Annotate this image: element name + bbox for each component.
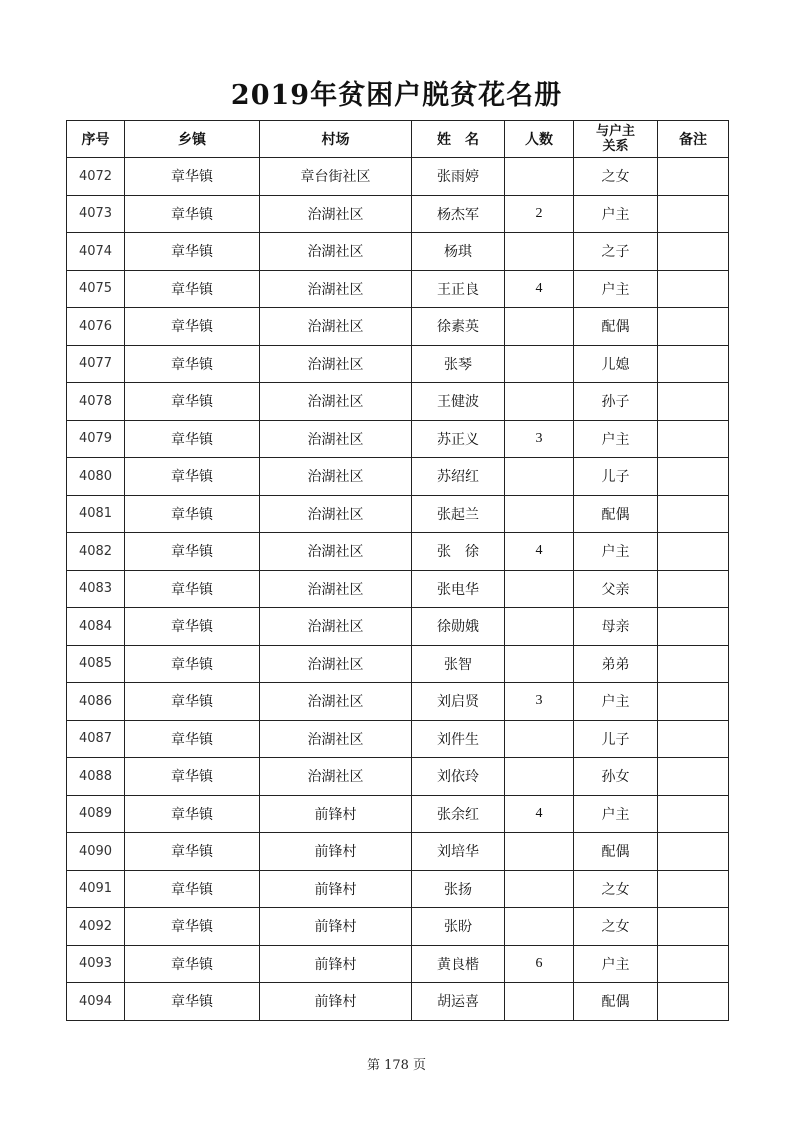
cell-village: 治湖社区: [260, 645, 412, 683]
cell-relation: 儿子: [574, 720, 658, 758]
cell-village: 治湖社区: [260, 570, 412, 608]
cell-name: 黄良楷: [412, 945, 505, 983]
cell-remark: [658, 908, 729, 946]
cell-village: 治湖社区: [260, 420, 412, 458]
table-row: [67, 308, 729, 346]
cell-index: 4089: [67, 795, 125, 833]
cell-remark: [658, 570, 729, 608]
cell-count: [505, 308, 574, 346]
cell-name: 刘件生: [412, 720, 505, 758]
cell-count: [505, 983, 574, 1021]
cell-count: 4: [505, 533, 574, 571]
header-index: 序号: [67, 121, 125, 158]
cell-count: [505, 233, 574, 271]
cell-remark: [658, 383, 729, 421]
cell-town: 章华镇: [125, 945, 260, 983]
cell-remark: [658, 158, 729, 196]
cell-remark: [658, 870, 729, 908]
cell-village: 前锋村: [260, 983, 412, 1021]
cell-index: 4073: [67, 195, 125, 233]
cell-name: 张起兰: [412, 495, 505, 533]
cell-index: 4080: [67, 458, 125, 496]
cell-count: [505, 383, 574, 421]
cell-town: 章华镇: [125, 158, 260, 196]
table-row: [67, 233, 729, 271]
cell-village: 治湖社区: [260, 345, 412, 383]
cell-town: 章华镇: [125, 720, 260, 758]
cell-index: 4084: [67, 608, 125, 646]
cell-index: 4090: [67, 833, 125, 871]
cell-village: 治湖社区: [260, 758, 412, 796]
cell-village: 治湖社区: [260, 720, 412, 758]
cell-town: 章华镇: [125, 195, 260, 233]
cell-name: 刘依玲: [412, 758, 505, 796]
cell-remark: [658, 683, 729, 721]
table-header-row: [67, 121, 729, 158]
cell-index: 4077: [67, 345, 125, 383]
table-row: [67, 983, 729, 1021]
cell-town: 章华镇: [125, 420, 260, 458]
cell-count: [505, 495, 574, 533]
cell-remark: [658, 195, 729, 233]
cell-name: 张雨婷: [412, 158, 505, 196]
cell-village: 前锋村: [260, 833, 412, 871]
cell-village: 章台街社区: [260, 158, 412, 196]
cell-index: 4079: [67, 420, 125, 458]
table-row: [67, 945, 729, 983]
cell-count: [505, 720, 574, 758]
cell-village: 前锋村: [260, 795, 412, 833]
cell-name: 刘启贤: [412, 683, 505, 721]
cell-village: 前锋村: [260, 945, 412, 983]
cell-count: [505, 758, 574, 796]
cell-name: 杨琪: [412, 233, 505, 271]
cell-index: 4093: [67, 945, 125, 983]
cell-index: 4076: [67, 308, 125, 346]
cell-town: 章华镇: [125, 345, 260, 383]
cell-remark: [658, 270, 729, 308]
header-relation-line1: 与户主: [595, 124, 635, 139]
cell-remark: [658, 533, 729, 571]
cell-count: [505, 345, 574, 383]
cell-name: 徐勋娥: [412, 608, 505, 646]
table-row: [67, 195, 729, 233]
table-row: [67, 795, 729, 833]
cell-town: 章华镇: [125, 308, 260, 346]
table-row: [67, 383, 729, 421]
header-relation: [574, 121, 658, 158]
cell-remark: [658, 720, 729, 758]
cell-name: 张盼: [412, 908, 505, 946]
cell-village: 治湖社区: [260, 495, 412, 533]
cell-relation: 配偶: [574, 983, 658, 1021]
cell-count: 3: [505, 683, 574, 721]
cell-town: 章华镇: [125, 458, 260, 496]
cell-relation: 户主: [574, 683, 658, 721]
cell-relation: 孙子: [574, 383, 658, 421]
cell-count: 3: [505, 420, 574, 458]
table-row: [67, 683, 729, 721]
cell-relation: 之女: [574, 870, 658, 908]
cell-index: 4072: [67, 158, 125, 196]
cell-name: 张琴: [412, 345, 505, 383]
table-body: [67, 158, 729, 1021]
cell-name: 刘培华: [412, 833, 505, 871]
cell-village: 治湖社区: [260, 195, 412, 233]
table-row: [67, 720, 729, 758]
header-village: 村场: [260, 121, 412, 158]
cell-village: 治湖社区: [260, 458, 412, 496]
cell-remark: [658, 420, 729, 458]
cell-index: 4092: [67, 908, 125, 946]
cell-village: 治湖社区: [260, 683, 412, 721]
page-title: 2019年贫困户脱贫花名册: [230, 80, 563, 111]
header-remark: 备注: [658, 121, 729, 158]
table-row: [67, 908, 729, 946]
cell-relation: 户主: [574, 195, 658, 233]
cell-town: 章华镇: [125, 983, 260, 1021]
cell-relation: 弟弟: [574, 645, 658, 683]
cell-count: 6: [505, 945, 574, 983]
cell-count: 4: [505, 270, 574, 308]
cell-village: 治湖社区: [260, 383, 412, 421]
cell-count: [505, 608, 574, 646]
cell-town: 章华镇: [125, 233, 260, 271]
cell-index: 4074: [67, 233, 125, 271]
cell-count: 2: [505, 195, 574, 233]
cell-town: 章华镇: [125, 533, 260, 571]
cell-relation: 配偶: [574, 495, 658, 533]
header-count: 人数: [505, 121, 574, 158]
cell-town: 章华镇: [125, 870, 260, 908]
cell-name: 王健波: [412, 383, 505, 421]
cell-relation: 父亲: [574, 570, 658, 608]
cell-remark: [658, 495, 729, 533]
cell-relation: 户主: [574, 795, 658, 833]
cell-name: 张扬: [412, 870, 505, 908]
cell-count: [505, 870, 574, 908]
cell-town: 章华镇: [125, 270, 260, 308]
cell-remark: [658, 795, 729, 833]
cell-relation: 户主: [574, 270, 658, 308]
cell-town: 章华镇: [125, 758, 260, 796]
table-row: [67, 420, 729, 458]
cell-index: 4075: [67, 270, 125, 308]
cell-village: 治湖社区: [260, 533, 412, 571]
cell-count: [505, 833, 574, 871]
cell-name: 徐素英: [412, 308, 505, 346]
cell-town: 章华镇: [125, 383, 260, 421]
table-row: [67, 870, 729, 908]
cell-name: 苏绍红: [412, 458, 505, 496]
cell-town: 章华镇: [125, 833, 260, 871]
cell-count: [505, 645, 574, 683]
cell-relation: 户主: [574, 945, 658, 983]
table-row: [67, 833, 729, 871]
cell-name: 苏正义: [412, 420, 505, 458]
cell-town: 章华镇: [125, 908, 260, 946]
cell-town: 章华镇: [125, 495, 260, 533]
cell-remark: [658, 945, 729, 983]
cell-count: [505, 158, 574, 196]
cell-remark: [658, 345, 729, 383]
header-town: 乡镇: [125, 121, 260, 158]
table-row: [67, 570, 729, 608]
table-row: [67, 758, 729, 796]
cell-relation: 孙女: [574, 758, 658, 796]
header-relation-line2: 关系: [602, 139, 629, 154]
cell-count: [505, 908, 574, 946]
cell-index: 4087: [67, 720, 125, 758]
cell-town: 章华镇: [125, 645, 260, 683]
cell-index: 4091: [67, 870, 125, 908]
cell-remark: [658, 233, 729, 271]
cell-index: 4086: [67, 683, 125, 721]
cell-index: 4083: [67, 570, 125, 608]
cell-town: 章华镇: [125, 795, 260, 833]
cell-town: 章华镇: [125, 608, 260, 646]
cell-remark: [658, 645, 729, 683]
cell-town: 章华镇: [125, 683, 260, 721]
cell-relation: 之子: [574, 233, 658, 271]
cell-index: 4088: [67, 758, 125, 796]
cell-remark: [658, 608, 729, 646]
cell-name: 张 徐: [412, 533, 505, 571]
cell-relation: 儿子: [574, 458, 658, 496]
cell-name: 杨杰军: [412, 195, 505, 233]
roster-table: [66, 120, 729, 1021]
table-row: [67, 495, 729, 533]
cell-village: 治湖社区: [260, 608, 412, 646]
cell-village: 治湖社区: [260, 270, 412, 308]
cell-count: [505, 458, 574, 496]
cell-village: 前锋村: [260, 870, 412, 908]
cell-village: 前锋村: [260, 908, 412, 946]
cell-relation: 配偶: [574, 833, 658, 871]
table-row: [67, 158, 729, 196]
cell-count: [505, 570, 574, 608]
cell-name: 张余红: [412, 795, 505, 833]
table-row: [67, 645, 729, 683]
cell-count: 4: [505, 795, 574, 833]
cell-town: 章华镇: [125, 570, 260, 608]
cell-name: 王正良: [412, 270, 505, 308]
cell-relation: 配偶: [574, 308, 658, 346]
table-row: [67, 608, 729, 646]
cell-index: 4081: [67, 495, 125, 533]
cell-remark: [658, 758, 729, 796]
cell-index: 4082: [67, 533, 125, 571]
cell-index: 4085: [67, 645, 125, 683]
cell-relation: 户主: [574, 533, 658, 571]
cell-name: 张电华: [412, 570, 505, 608]
cell-index: 4078: [67, 383, 125, 421]
header-name: 姓 名: [412, 121, 505, 158]
table-row: [67, 533, 729, 571]
cell-relation: 之女: [574, 908, 658, 946]
cell-name: 张智: [412, 645, 505, 683]
cell-remark: [658, 833, 729, 871]
cell-village: 治湖社区: [260, 308, 412, 346]
cell-remark: [658, 983, 729, 1021]
page-number: 第 178 页: [366, 1058, 427, 1073]
table-row: [67, 458, 729, 496]
cell-relation: 之女: [574, 158, 658, 196]
table-row: [67, 345, 729, 383]
table-row: [67, 270, 729, 308]
cell-relation: 户主: [574, 420, 658, 458]
cell-remark: [658, 308, 729, 346]
cell-relation: 母亲: [574, 608, 658, 646]
cell-village: 治湖社区: [260, 233, 412, 271]
cell-name: 胡运喜: [412, 983, 505, 1021]
cell-relation: 儿媳: [574, 345, 658, 383]
cell-index: 4094: [67, 983, 125, 1021]
cell-remark: [658, 458, 729, 496]
